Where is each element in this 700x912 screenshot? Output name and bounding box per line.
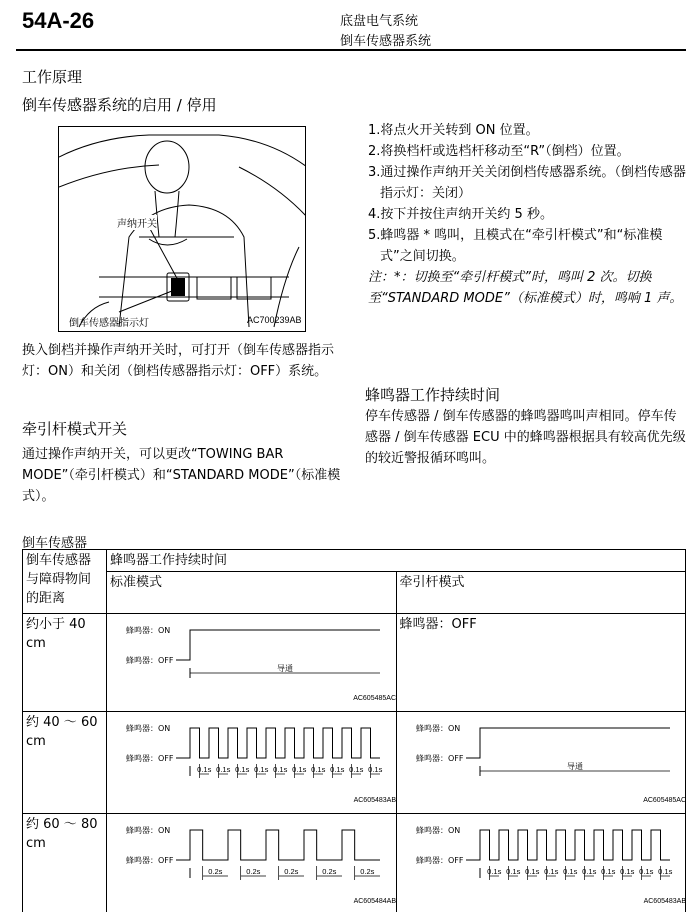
timing-chart-cell: [396, 712, 686, 814]
towing-cell: 蜂鸣器：OFF: [396, 614, 686, 712]
interval-label: 0.1s: [349, 765, 364, 774]
chart-code: AC605485AC: [642, 797, 686, 804]
on-level-label: 蜂鸣器：ON: [415, 826, 460, 835]
timing-chart-continuous: [400, 713, 690, 812]
buzzer-duration-text: 停车传感器 / 倒车传感器的蜂鸣器鸣叫声相同。停车传感器 / 倒车传感器 ECU 中的蜂鸣器根据具有较高优先级的较近警报循环鸣叫。: [365, 409, 686, 466]
chart-code: AC605483AB: [643, 898, 686, 905]
operation-title: 工作原理: [22, 68, 83, 86]
interval-label: 0.1s: [600, 867, 615, 876]
indicator-label: 倒车传感器指示灯: [69, 318, 149, 329]
interval-label: 0.1s: [197, 765, 212, 774]
interval-label: 0.1s: [368, 765, 383, 774]
table-row: [23, 614, 686, 712]
distance-cell: 约 40 ～ 60 cm: [23, 712, 107, 814]
off-level-label: 蜂鸣器：OFF: [126, 856, 174, 865]
header-rule: [16, 49, 686, 51]
continuous-label: 导通: [566, 762, 583, 771]
sonar-switch-figure: [58, 126, 306, 332]
procedure-steps: [368, 120, 688, 309]
interval-label: 0.1s: [486, 867, 501, 876]
page-number: 54A-26: [22, 8, 95, 33]
interval-label: 0.1s: [235, 765, 250, 774]
interval-label: 0.2s: [208, 867, 223, 876]
timing-chart-pulse: [400, 815, 690, 912]
on-level-label: 蜂鸣器：ON: [126, 626, 171, 635]
timing-chart-cell: [107, 614, 397, 712]
timing-chart-continuous: [110, 615, 400, 710]
signal-line: [466, 728, 670, 758]
interval-label: 0.1s: [292, 765, 307, 774]
table-row: [23, 712, 686, 814]
on-level-label: 蜂鸣器：ON: [415, 724, 460, 733]
buzzer-table: [22, 549, 686, 912]
signal-line: [176, 630, 380, 660]
interval-label: 0.1s: [562, 867, 577, 876]
on-level-label: 蜂鸣器：ON: [126, 826, 171, 835]
section-title: 倒车传感器系统: [340, 34, 432, 49]
interval-label: 0.2s: [322, 867, 337, 876]
interval-label: 0.2s: [360, 867, 375, 876]
step-2: 2.将换档杆或选档杆移动至“R”（倒档）位置。: [368, 144, 630, 159]
timing-chart-pulse: [110, 815, 400, 912]
header-towing-mode: 牵引杆模式: [396, 572, 686, 614]
interval-label: 0.1s: [254, 765, 269, 774]
timing-chart-pulse: [110, 713, 400, 812]
chart-code: AC605485AC: [353, 695, 396, 702]
signal-line: [176, 728, 380, 758]
table-row: [23, 814, 686, 912]
interval-label: 0.1s: [657, 867, 672, 876]
sonar-switch-label: 声纳开关: [117, 215, 157, 230]
step-5: 5.蜂鸣器 * 鸣叫，且模式在“牵引杆模式”和“标准模式”之间切换。: [368, 228, 663, 264]
off-level-label: 蜂鸣器：OFF: [126, 656, 174, 665]
interval-label: 0.1s: [524, 867, 539, 876]
shifter-illustration: [59, 127, 306, 332]
operation-description: 换入倒档并操作声纳开关时，可打开（倒车传感器指示灯：ON）和关闭（倒档传感器指示灯：OFF）系统。: [22, 343, 335, 379]
interval-label: 0.1s: [273, 765, 288, 774]
towing-text: 通过操作声纳开关，可以更改“TOWING BAR MODE”（牵引杆模式）和“STANDARD MODE”（标准模式）。: [22, 447, 341, 504]
chart-code: AC605483AB: [353, 797, 396, 804]
interval-label: 0.1s: [543, 867, 558, 876]
chapter-title: 底盘电气系统: [340, 14, 419, 29]
distance-cell: 约小于 40 cm: [23, 614, 107, 712]
signal-line: [176, 830, 380, 860]
step-4: 4.按下并按住声纳开关约 5 秒。: [368, 207, 553, 222]
interval-label: 0.1s: [638, 867, 653, 876]
towing-title: 牵引杆模式开关: [22, 420, 128, 438]
buzzer-duration-title: 蜂鸣器工作持续时间: [365, 386, 501, 404]
timing-chart-cell: [107, 814, 397, 912]
header-standard-mode: 标准模式: [107, 572, 397, 614]
step-note: 注：*：切换至“牵引杆模式”时，鸣叫 2 次。切换至“STANDARD MODE”（标准模式）时，鸣响 1 声。: [368, 270, 683, 306]
interval-label: 0.1s: [581, 867, 596, 876]
step-1: 1.将点火开关转到 ON 位置。: [368, 123, 539, 138]
table-caption: 倒车传感器: [22, 536, 88, 551]
off-level-label: 蜂鸣器：OFF: [126, 754, 174, 763]
on-level-label: 蜂鸣器：ON: [126, 724, 171, 733]
header-duration: 蜂鸣器工作持续时间: [107, 550, 686, 572]
timing-chart-cell: [107, 712, 397, 814]
off-level-label: 蜂鸣器：OFF: [415, 856, 463, 865]
signal-line: [466, 830, 670, 860]
chart-code: AC605484AB: [353, 898, 396, 905]
operation-subtitle: 倒车传感器系统的启用 / 停用: [22, 96, 217, 114]
timing-chart-cell: [396, 814, 686, 912]
interval-label: 0.1s: [311, 765, 326, 774]
interval-label: 0.1s: [330, 765, 345, 774]
continuous-label: 导通: [277, 664, 293, 673]
figure-code: AC700239AB: [247, 315, 302, 325]
step-3: 3.通过操作声纳开关关闭倒档传感器系统。（倒档传感器指示灯：关闭）: [368, 165, 686, 201]
interval-label: 0.1s: [505, 867, 520, 876]
interval-label: 0.1s: [216, 765, 231, 774]
distance-cell: 约 60 ～ 80 cm: [23, 814, 107, 912]
interval-label: 0.1s: [619, 867, 634, 876]
interval-label: 0.2s: [284, 867, 299, 876]
interval-label: 0.2s: [246, 867, 261, 876]
header-distance: 倒车传感器与障碍物间的距离: [23, 550, 107, 614]
off-level-label: 蜂鸣器：OFF: [415, 754, 463, 763]
